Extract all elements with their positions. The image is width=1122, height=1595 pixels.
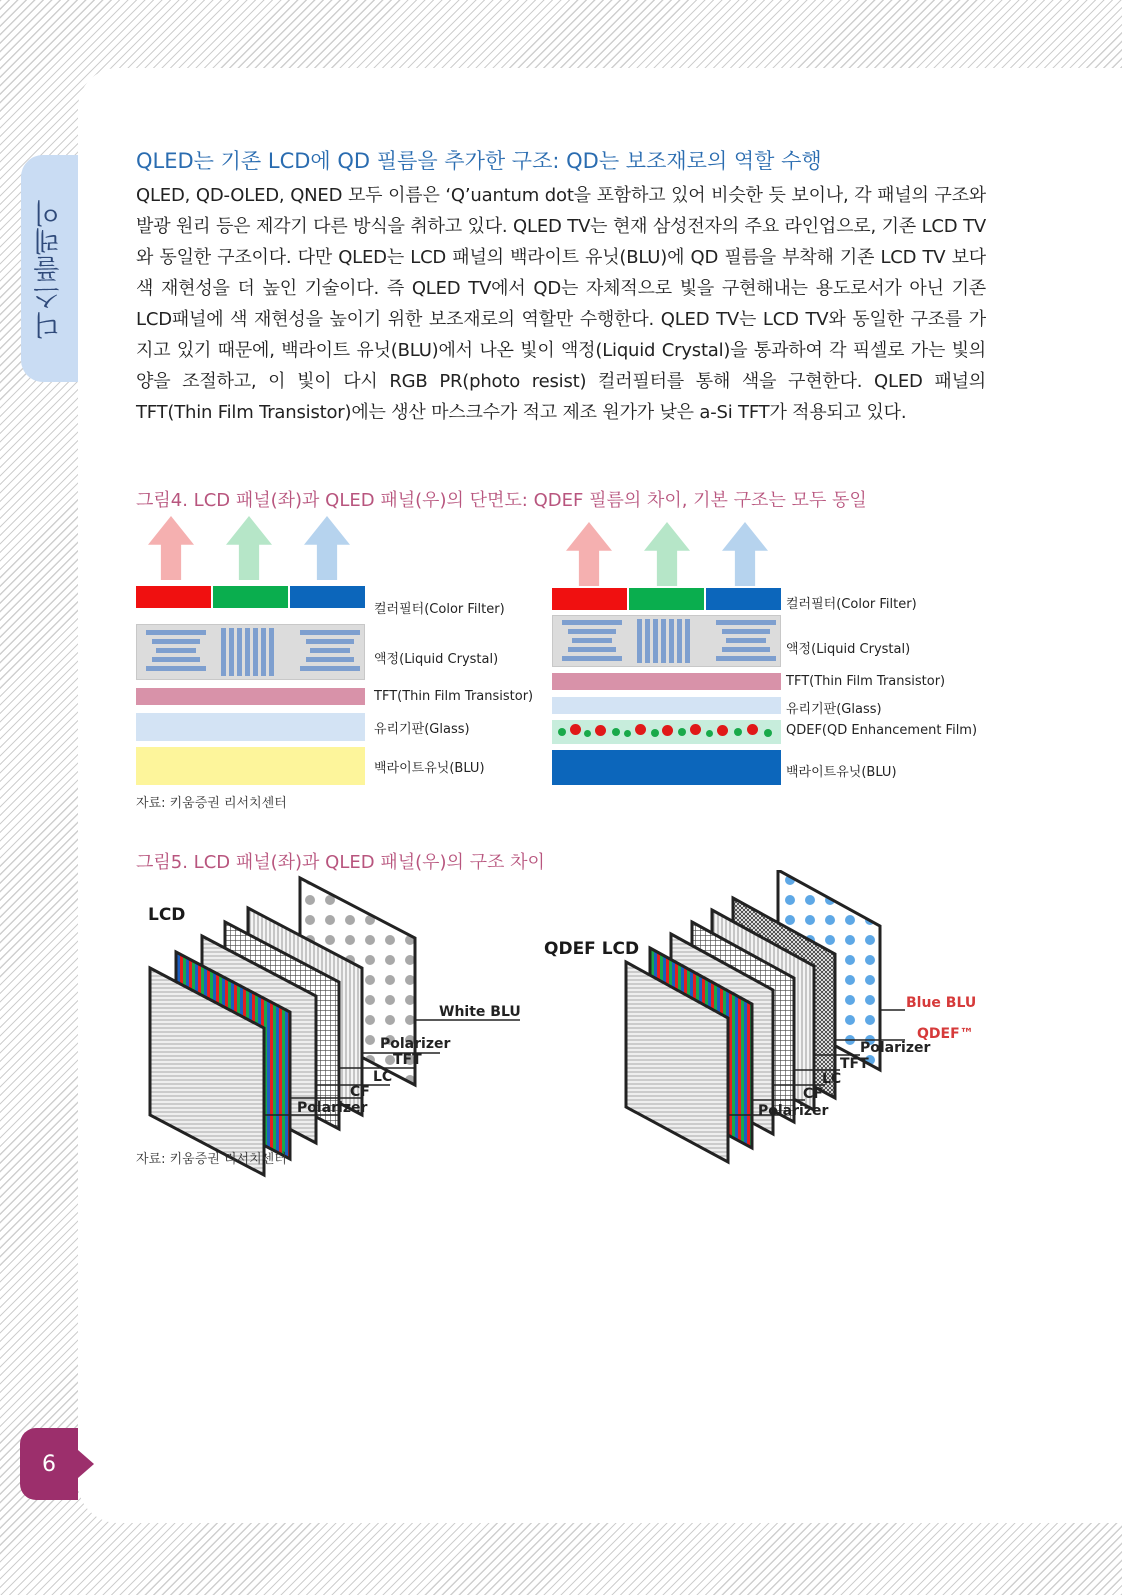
lcd-polarizer-bottom-label: Polarizer [297,1100,368,1116]
label-color-filter: 컬러필터(Color Filter) [374,602,505,617]
label-glass: 유리기판(Glass) [786,702,882,717]
page-number [20,1428,78,1500]
cf-blue-block [706,588,781,610]
cf-blue-block [290,586,365,608]
glass-layer [136,713,365,741]
tft-layer [552,673,781,690]
lcd-title: LCD [148,905,186,925]
lcd-tft-label: TFT [393,1052,422,1068]
label-blu: 백라이트유닛(BLU) [786,765,897,780]
label-tft: TFT(Thin Film Transistor) [786,674,946,689]
qdef-polarizer-bottom-label: Polarizer [758,1103,829,1119]
cf-green-block [213,586,288,608]
cf-red-block [136,586,211,608]
label-tft: TFT(Thin Film Transistor) [374,689,534,704]
side-tab [21,155,78,382]
label-glass: 유리기판(Glass) [374,722,470,737]
section-heading: QLED는 기존 LCD에 QD 필름을 추가한 구조: QD는 보조재로의 역할 수행 [136,149,822,173]
cf-red-block [552,588,627,610]
label-color-filter: 컬러필터(Color Filter) [786,597,917,612]
qdef-lcd-title: QDEF LCD [544,939,640,959]
blu-layer [552,750,781,785]
page-number-label: 6 [42,1451,56,1477]
lcd-polarizer-top-label: Polarizer [380,1036,451,1052]
blu-layer [136,747,365,785]
side-tab-label: 디스플레이 [34,198,65,339]
qdef-lc-label: LC [822,1071,842,1087]
lcd-stack [148,878,521,1175]
glass-layer [552,697,781,714]
lcd-white-blu-label: White BLU [439,1004,521,1020]
lcd-lc-label: LC [373,1069,393,1085]
figure5-title: 그림5. LCD 패널(좌)과 QLED 패널(우)의 구조 차이 [136,852,545,873]
figure4-source: 자료: 키움증권 리서치센터 [136,796,287,811]
qdef-film-label: QDEF™ [917,1026,974,1042]
qdef-lcd-stack [544,870,976,1162]
label-qdef: QDEF(QD Enhancement Film) [786,723,978,738]
qdef-tft-label: TFT [840,1056,869,1072]
figure4-title: 그림4. LCD 패널(좌)과 QLED 패널(우)의 단면도: QDEF 필름의 차이, 기본 구조는 모두 동일 [136,490,867,511]
qdef-cf-label: CF [803,1086,823,1102]
body-paragraph: QLED, QD-OLED, QNED 모두 이름은 ‘Q’uantum dot을 포함하고 있어 비슷한 듯 보이나, 각 패널의 구조와 발광 원리 등은 제각기 다른 방식을 취하고 있다. QLED TV는 현재 삼성전자의 주요 라인업으로, 기존 LCD TV와 동일한 구조이다. 다만 QLED는 LCD 패널의 백라이트 유닛(BLU)에 QD 필름을 부착해 기존 LCD TV 보다 색 재현성을 더 높인 기술이다. 즉 QLED TV에서 QD는 자체적으로 빛을 구현해내는 용도로서가 아닌 기존 LCD패널에 색 재현성을 높이기 위한 보조재로의 역할만 수행한다. QLED TV는 LCD TV와 동일한 구조를 가지고 있기 때문에, 백라이트 유닛(BLU)에서 나온 빛이 액정(Liquid Crystal)을 통과하여 각 픽셀로 가는 빛의 양을 조절하고, 이 빛이 다시 RGB PR(photo resist) 컬러필터를 통해 색을 구현한다. QLED 패널의 TFT(Thin Film Transistor)에는 생산 마스크수가 적고 제조 원가가 낮은 a-Si TFT가 적용되고 있다. [136,185,986,423]
label-liquid-crystal: 액정(Liquid Crystal) [374,652,499,667]
qdef-blue-blu-label: Blue BLU [906,995,977,1011]
label-liquid-crystal: 액정(Liquid Crystal) [786,642,911,657]
label-blu: 백라이트유닛(BLU) [374,761,485,776]
qdef-polarizer-top-label: Polarizer [860,1040,931,1056]
tft-layer [136,688,365,705]
cf-green-block [629,588,704,610]
figure5-exploded-diagrams [0,870,1122,1190]
lcd-cf-label: CF [350,1084,370,1100]
figure5-source: 자료: 키움증권 리서치센터 [136,1152,287,1167]
